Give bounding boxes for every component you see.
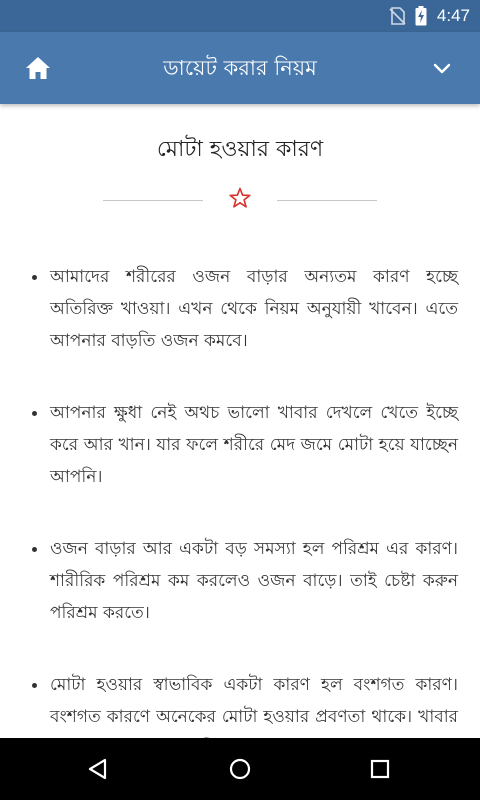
battery-charging-icon (415, 6, 427, 26)
bullet (32, 547, 37, 552)
list-item-text: ওজন বাড়ার আর একটা বড় সমস্যা হল পরিশ্রম এর কারণ। শারীরিক পরিশ্রম কম করলেও ওজন বাড়ে। তাই চেষ্টা করুন পরিশ্রম করতে। (50, 539, 458, 623)
status-icons (389, 6, 470, 26)
back-triangle-icon[interactable] (86, 757, 110, 781)
list-item-text: আপনার ক্ষুধা নেই অথচ ভালো খাবার দেখলে খেতে ইচ্ছে করে আর খান। যার ফলে শরীরে মেদ জমে মোটা হয়ে যাচ্ছেন আপনি। (50, 403, 458, 487)
list-item (28, 261, 458, 357)
home-circle-icon[interactable] (228, 757, 252, 781)
list-item-text: আমাদের শরীরের ওজন বাড়ার অন্যতম কারণ হচ্ছে অতিরিক্ত খাওয়া। এখন থেকে নিয়ম অনুযায়ী খাবেন। এতে আপনার বাড়তি ওজন কমবে। (50, 267, 458, 351)
list-item (28, 397, 458, 493)
status-time: 4:47 (436, 6, 470, 25)
list-item (28, 533, 458, 629)
chevron-down-icon[interactable] (430, 56, 454, 80)
page-title: মোটা হওয়ার কারণ (156, 137, 324, 162)
divider-left (103, 200, 203, 201)
divider-right (277, 200, 377, 201)
recents-square-icon[interactable] (368, 757, 392, 781)
navigation-bar (0, 738, 480, 800)
bullet (32, 275, 37, 280)
content-area[interactable] (0, 104, 480, 738)
bullet (32, 683, 37, 688)
app-bar (0, 32, 480, 104)
star-outline-icon (228, 186, 252, 210)
no-sim-icon (389, 7, 405, 25)
list-item-text: মোটা হওয়ার স্বাভাবিক একটা কারণ হল বংশগত কারণ। বংশগত কারণে অনেকের মোটা হওয়ার প্রবণতা থাকে। খাবার (50, 675, 458, 727)
status-bar (0, 0, 480, 32)
bullet (32, 411, 37, 416)
app-title: ডায়েট করার নিয়ম (163, 56, 317, 80)
